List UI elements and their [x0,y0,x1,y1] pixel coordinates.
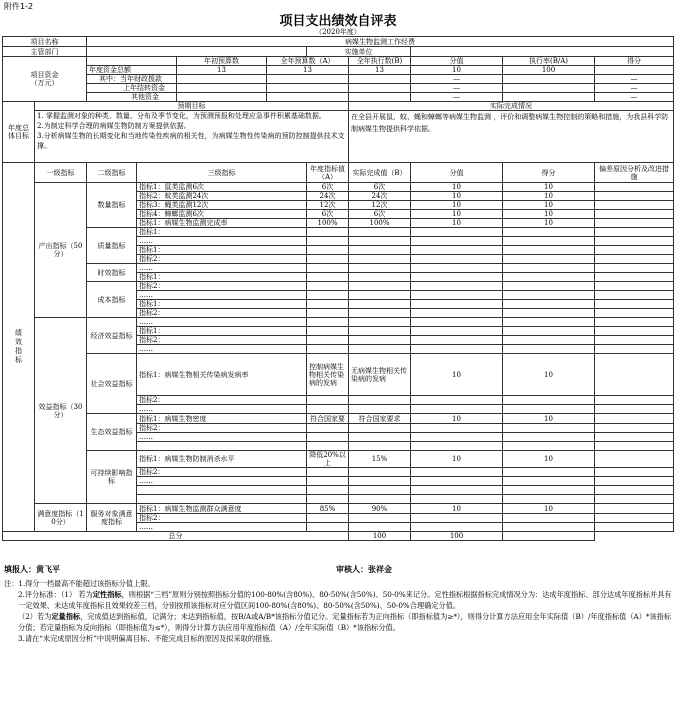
indicator-deviation [595,504,674,514]
indicator-actual: 24次 [349,192,411,201]
col-header-target: 年度指标值（A） [307,163,349,183]
funds-cell: — [595,84,674,93]
indicator-target: 12次 [307,201,349,210]
indicator-got: 10 [503,354,595,396]
indicator-target: 6次 [307,210,349,219]
indicator-actual: 无病媒生物相关传染病的发病 [349,354,411,396]
indicator-got: 10 [503,192,595,201]
funds-cell [503,75,595,84]
col-header-got: 得分 [503,163,595,183]
indicator-actual: 6次 [349,210,411,219]
indicator-actual: 6次 [349,183,411,192]
indicator-name: 指标1：病媒生物监测群众满意度 [137,504,307,514]
indicator-deviation [595,414,674,424]
indicator-name: 指标2： [137,282,307,291]
indicator-name: 指标2： [137,424,307,433]
indicator-name: …… [137,405,307,414]
indicator-got: 10 [503,451,595,468]
expected-goal-label: 预期目标 [35,102,349,111]
indicator-name: …… [137,318,307,327]
indicator-name: 指标2： [137,255,307,264]
indicator-deviation [595,451,674,468]
indicator-name: 指标1： [137,273,307,282]
indicator-got: 10 [503,201,595,210]
indicator-name: 指标1：病媒生物监测完成率 [137,219,307,228]
indicator-name: …… [137,477,307,486]
project-name-label: 项目名称 [3,37,87,47]
filler-signature: 填报人：黄飞平 [4,565,60,574]
funds-cell: — [411,84,503,93]
funds-label: 项目资金 （万元） [3,57,87,102]
indicator-score: 10 [411,183,503,192]
funds-cell [503,84,595,93]
col-header-level3: 三级指标 [137,163,307,183]
dept-value [87,47,307,57]
note-2-keyword: 定性指标 [92,590,122,599]
indicator-got: 10 [503,210,595,219]
funds-header: 执行率(B/A) [503,57,595,66]
funds-cell: — [411,93,503,102]
cost-indicator-label: 成本指标 [87,282,137,318]
indicator-target: 符合国家要 [307,414,349,424]
funds-cell [349,75,411,84]
col-header-deviation: 偏差原因分析及改进措施 [595,163,674,183]
col-header-level2: 二级指标 [87,163,137,183]
funds-cell: 13 [177,66,267,75]
expected-goal-text: 1. 掌握监测对象的种类、数量、分布及季节变化，为预测预报和处理应急事件积累基础数据。 2.为制定科学合理的病媒生物防制方案提供依据。 3.分析病媒生物的长期变化和当地传染性疾病的相关性，为病媒生物性传染病的预防控制提供技术支撑。 [35,111,349,163]
funds-cell [177,75,267,84]
impl-unit-label: 实施单位 [307,47,411,57]
total-deviation [503,532,595,541]
funds-header: 全年执行数(B) [349,57,411,66]
total-got: 100 [411,532,503,541]
actual-result-text: 在全县开展鼠、蚊、蝇和蟑螂等病媒生物监测 ，评价和调整病媒生物控制的策略和措施，为我县科学防制病媒生物提供科学依据。 [349,111,674,163]
funds-header: 年初预算数 [177,57,267,66]
time-indicator-label: 时效指标 [87,264,137,282]
page-title: 项目支出绩效自评表 [279,14,397,29]
indicator-actual: 100% [349,219,411,228]
funds-cell: 10 [411,66,503,75]
funds-cell: 100 [503,66,595,75]
indicator-score: 10 [411,414,503,424]
indicator-name: 指标1：病媒生物相关传染病发病率 [137,354,307,396]
indicator-target: 降低20%以上 [307,451,349,468]
report-year: （2020年度） [315,28,361,36]
notes [4,578,672,644]
indicator-name: 指标1： [137,300,307,309]
col-header-actual: 实际完成值（B） [349,163,411,183]
note-3 [4,611,672,633]
funds-cell [503,93,595,102]
funds-cell [595,66,674,75]
funds-header: 全年预算数（A） [267,57,349,66]
indicator-name: 指标2： [137,309,307,318]
funds-cell: 13 [349,66,411,75]
funds-cell [349,84,411,93]
funds-cell [177,93,267,102]
indicator-name: 指标1： [137,246,307,255]
indicator-actual: 12次 [349,201,411,210]
note-2 [4,589,672,611]
indicator-got: 10 [503,504,595,514]
service-indicator-label: 服务对象满意度指标 [87,504,137,532]
indicator-deviation [595,201,674,210]
funds-row-label: 上年结转资金 [87,84,177,93]
dept-label: 主管部门 [3,47,87,57]
benefit-indicator-label: 效益指标（30分） [35,318,87,504]
indicator-score: 10 [411,219,503,228]
funds-header: 分值 [411,57,503,66]
indicator-name: 指标1：病媒生物密度 [137,414,307,424]
funds-row-label: 其他资金 [87,93,177,102]
funds-cell: — [411,75,503,84]
col-header-score: 分值 [411,163,503,183]
satisfaction-indicator-label: 满意度指标（10分） [35,504,87,532]
indicator-score: 10 [411,210,503,219]
funds-row-label: 年度资金总额 [87,66,177,75]
note-3-text: ，完成值达到指标值，记满分；未达到指标值，按B/A或A/B*该指标分值记分。定量指标若为正向指标（即指标值为≥*），则得分计算方法应用全年实际值（B）/年度指标值（A）*该指标分值；若定量指标为反向指标（即指标值为≤*），则得分计算方法应用年度指标值（A）/全年实际值（B）*该指标分值。 [18,612,672,632]
quantity-indicator-label: 数量指标 [87,183,137,228]
quality-indicator-label: 质量指标 [87,228,137,264]
note-2-text: ，则根据“三档”原则分别按照指标分值的100-80%(含80%)、80-50%(含50%)、50-0%来记分。定性指标根据指标完成情况分为：达成年度指标、部分达成年度指标并具有一定效果、未达成年度指标且效果较差三档，分别按照该指标对应分值区间100-80%(含80%)、80-50%(含50%)、50-0%合理确定分值。 [18,590,672,610]
indicator-name: 指标1： [137,228,307,237]
attachment-label: 附件1-2 [4,2,34,11]
indicator-actual: 15% [349,451,411,468]
indicator-name: …… [137,264,307,273]
indicator-deviation [595,192,674,201]
funds-cell [267,75,349,84]
eco-indicator-label: 生态效益指标 [87,414,137,451]
indicator-name: …… [137,433,307,442]
indicator-target: 6次 [307,183,349,192]
evaluation-table [2,36,674,541]
funds-cell [349,93,411,102]
funds-cell: — [595,93,674,102]
indicator-score: 10 [411,451,503,468]
annual-goal-label: 年度总体目标 [3,102,35,163]
indicator-score: 10 [411,354,503,396]
funds-header: 得分 [595,57,674,66]
reviewer-signature: 审核人：张祥金 [336,565,392,574]
indicator-name: 指标2：蚊类监测24次 [137,192,307,201]
indicator-name: …… [137,345,307,354]
indicator-actual: 90% [349,504,411,514]
funds-cell: — [595,75,674,84]
indicator-name: …… [137,237,307,246]
funds-cell [267,93,349,102]
total-label: 总分 [3,532,349,541]
indicator-name: 指标2： [137,396,307,405]
indicator-name: 指标2： [137,468,307,477]
economic-indicator-label: 经济效益指标 [87,318,137,354]
performance-indicators-label: 绩效指标 [3,163,35,532]
indicator-name: 指标1：鼠类监测6次 [137,183,307,192]
indicator-deviation [595,210,674,219]
indicator-name: 指标2： [137,514,307,523]
indicator-deviation [595,219,674,228]
output-indicator-label: 产出指标（50分） [35,183,87,318]
indicator-deviation [595,354,674,396]
indicator-got: 10 [503,414,595,424]
indicator-got: 10 [503,183,595,192]
indicator-name: 指标1：病媒生物防制消杀水平 [137,451,307,468]
indicator-score: 10 [411,192,503,201]
note-4: 3.请在“未完成原因分析”中说明偏离目标、不能完成目标的原因及拟采取的措施。 [18,634,277,643]
indicator-name: 指标3：蝇类监测12次 [137,201,307,210]
indicator-got: 10 [503,219,595,228]
note-1: 注：1.得分一档最高不能超过该指标分值上限。 [4,579,155,588]
col-header-level1: 一级指标 [35,163,87,183]
indicator-name: 指标2： [137,336,307,345]
indicator-target: 控制病媒生物相关传染病的发病 [307,354,349,396]
actual-result-label: 实际完成情况 [349,102,674,111]
funds-row-label: 其中：当年财政拨款 [87,75,177,84]
note-3-text: （2）若为 [18,612,52,621]
indicator-target: 24次 [307,192,349,201]
note-3-keyword: 定量指标 [51,612,81,621]
indicator-name: 指标1： [137,327,307,336]
indicator-score: 10 [411,201,503,210]
indicator-name: …… [137,291,307,300]
funds-cell [267,84,349,93]
indicator-actual: 符合国家要求 [349,414,411,424]
social-indicator-label: 社会效益指标 [87,354,137,414]
impl-unit-value [411,47,674,57]
funds-cell: 13 [267,66,349,75]
indicator-target: 100% [307,219,349,228]
indicator-name: 指标4：蟑螂监测6次 [137,210,307,219]
total-score: 100 [349,532,411,541]
indicator-deviation [595,183,674,192]
funds-blank [87,57,177,66]
note-2-text: 2.评分标准：（1） 若为 [18,590,93,599]
project-name-value: 病媒生物监测工作经费 [87,37,674,47]
indicator-name: …… [137,523,307,532]
sustain-indicator-label: 可持续影响指标 [87,451,137,504]
funds-cell [177,84,267,93]
indicator-score: 10 [411,504,503,514]
indicator-target: 85% [307,504,349,514]
